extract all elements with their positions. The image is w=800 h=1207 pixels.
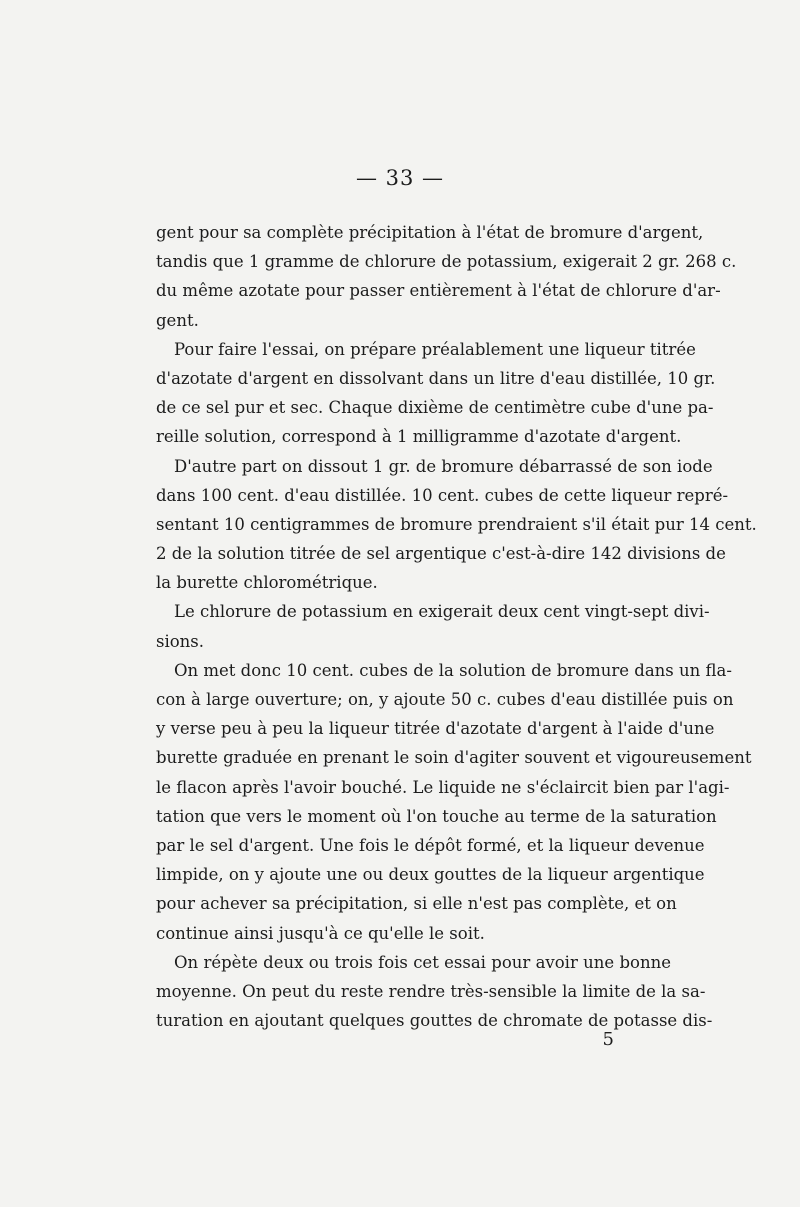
body-text (156, 218, 757, 1035)
text-line: du même azotate pour passer entièrement à l'état de chlorure d'ar- (156, 281, 721, 301)
text-line: le flacon après l'avoir bouché. Le liquide ne s'éclaircit bien par l'agi- (156, 777, 730, 797)
text-line: 2 de la solution titrée de sel argentique c'est-à-dire 142 divisions de (156, 544, 726, 564)
text-line: dans 100 cent. d'eau distillée. 10 cent. cubes de cette liqueur repré- (156, 485, 729, 505)
text-line: limpide, on y ajoute une ou deux gouttes de la liqueur argentique (156, 865, 705, 885)
text-line: Pour faire l'essai, on prépare préalablement une liqueur titrée (174, 339, 696, 359)
page-number: — 33 — (355, 166, 445, 190)
text-line: par le sel d'argent. Une fois le dépôt formé, et la liqueur devenue (156, 835, 705, 855)
text-line: la burette chlorométrique. (156, 573, 378, 593)
signature-mark: 5 (602, 1029, 614, 1050)
text-line: tation que vers le moment où l'on touche au terme de la saturation (156, 806, 717, 826)
text-line: turation en ajoutant quelques gouttes de chromate de potasse dis- (156, 1011, 713, 1031)
text-line: burette graduée en prenant le soin d'agiter souvent et vigoureusement (156, 748, 752, 768)
text-line: gent. (156, 310, 199, 330)
text-line: con à large ouverture; on, y ajoute 50 c. cubes d'eau distillée puis on (156, 690, 734, 709)
text-line: continue ainsi jusqu'à ce qu'elle le soit. (156, 923, 485, 943)
text-line: sentant 10 centigrammes de bromure prendraient s'il était pur 14 cent. (156, 514, 757, 534)
text-line: On met donc 10 cent. cubes de la solution de bromure dans un fla- (174, 660, 732, 680)
text-line: moyenne. On peut du reste rendre très-sensible la limite de la sa- (156, 981, 706, 1001)
text-line: de ce sel pur et sec. Chaque dixième de centimètre cube d'une pa- (156, 398, 714, 418)
text-line: Le chlorure de potassium en exigerait deux cent vingt-sept divi- (174, 602, 710, 622)
text-line: tandis que 1 gramme de chlorure de potassium, exigerait 2 gr. 268 c. (156, 252, 737, 272)
text-line: D'autre part on dissout 1 gr. de bromure débarrassé de son iode (174, 456, 713, 476)
text-line: reille solution, correspond à 1 milligramme d'azotate d'argent. (156, 427, 682, 447)
text-line: On répète deux ou trois fois cet essai pour avoir une bonne (174, 952, 671, 972)
text-line: y verse peu à peu la liqueur titrée d'azotate d'argent à l'aide d'une (156, 719, 715, 739)
text-line: d'azotate d'argent en dissolvant dans un litre d'eau distillée, 10 gr. (156, 368, 716, 388)
text-line: pour achever sa précipitation, si elle n'est pas complète, et on (156, 894, 677, 914)
text-line: sions. (156, 631, 205, 651)
text-line: gent pour sa complète précipitation à l'état de bromure d'argent, (156, 223, 704, 242)
